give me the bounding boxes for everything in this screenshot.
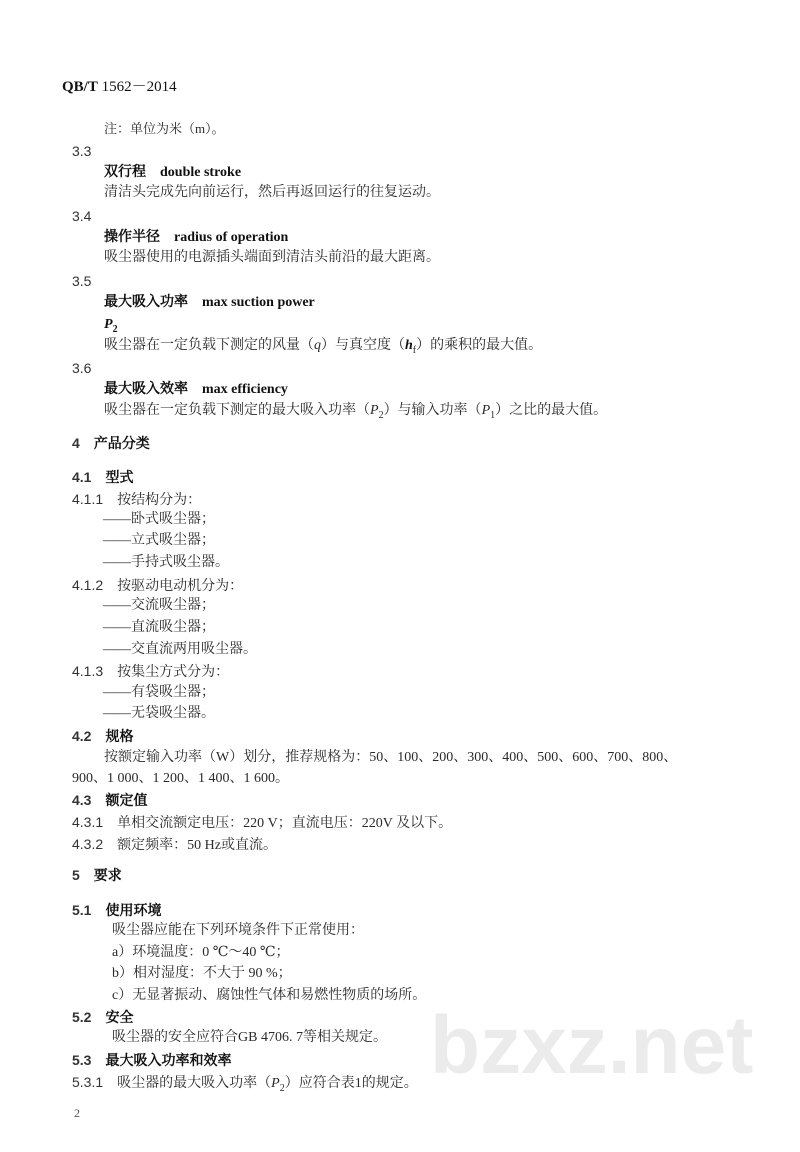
list-item: b）相对湿度：不大于 90 %； bbox=[112, 966, 292, 981]
symbol: $P_2$ bbox=[104, 317, 118, 335]
clause-number: 3.5 bbox=[72, 273, 92, 289]
paragraph: 按额定输入功率（W）划分，推荐规格为：50、100、200、300、400、500、600、700、800、 bbox=[104, 750, 678, 765]
note: 注：单位为米（m）。 bbox=[104, 121, 225, 136]
list-item: ——交直流两用吸尘器。 bbox=[103, 642, 257, 657]
list-item: ——立式吸尘器； bbox=[103, 533, 215, 548]
list-item: ——交流吸尘器； bbox=[103, 598, 215, 613]
clause-number: 3.4 bbox=[72, 208, 92, 224]
list-item: ——卧式吸尘器； bbox=[103, 512, 215, 527]
section-heading: 4.2 规格 bbox=[72, 728, 134, 745]
definition: 吸尘器在一定负载下测定的最大吸入功率$(P_2)$与输入功率$(P_1)$之比的最大值。 bbox=[104, 403, 608, 421]
page-number: 2 bbox=[74, 1106, 80, 1120]
term: 最大吸入功率 max suction power bbox=[104, 295, 315, 310]
list-item: ——有袋吸尘器； bbox=[103, 685, 215, 700]
section-heading: 5.1 使用环境 bbox=[72, 902, 162, 919]
section-heading: 4.3 额定值 bbox=[72, 792, 148, 809]
clause: 4.3.1 单相交流额定电压：220 V；直流电压：220V 及以下。 bbox=[72, 814, 453, 831]
clause-number: 3.6 bbox=[72, 360, 92, 376]
section-heading: 5.2 安全 bbox=[72, 1009, 134, 1026]
watermark: bzxz.net bbox=[430, 1000, 754, 1091]
definition: 清洁头完成先向前运行，然后再返回运行的往复运动。 bbox=[104, 185, 440, 200]
list-item: ——直流吸尘器； bbox=[103, 620, 215, 635]
list-item: ——无袋吸尘器。 bbox=[103, 706, 215, 721]
paragraph: 900、1 000、1 200、1 400、1 600。 bbox=[72, 771, 289, 786]
clause: 4.3.2 额定频率：50 Hz或直流。 bbox=[72, 836, 277, 853]
chapter-heading: 4 产品分类 bbox=[72, 435, 150, 452]
list-item: ——手持式吸尘器。 bbox=[103, 555, 229, 570]
clause-number: 3.3 bbox=[72, 143, 92, 159]
term: 最大吸入效率 max efficiency bbox=[104, 382, 288, 397]
section-heading: 5.3 最大吸入功率和效率 bbox=[72, 1052, 232, 1069]
list-item: c）无显著振动、腐蚀性气体和易燃性物质的场所。 bbox=[112, 988, 427, 1003]
section-heading: 4.1 型式 bbox=[72, 469, 134, 486]
paragraph: 吸尘器的安全应符合GB 4706. 7等相关规定。 bbox=[112, 1030, 387, 1045]
list-item: a）环境温度：0 ℃～40 ℃； bbox=[112, 945, 290, 960]
term: 操作半径 radius of operation bbox=[104, 230, 289, 245]
clause: 4.1.1 按结构分为： bbox=[72, 491, 202, 508]
clause: 4.1.2 按驱动电动机分为： bbox=[72, 577, 244, 594]
chapter-heading: 5 要求 bbox=[72, 867, 122, 884]
standard-code: QB/T 1562－2014 bbox=[62, 79, 177, 95]
definition: 吸尘器使用的电源插头端面到清洁头前沿的最大距离。 bbox=[104, 250, 440, 265]
definition: 吸尘器在一定负载下测定的风量（q）与真空度$(h_f)$的乘积的最大值。 bbox=[104, 338, 543, 356]
paragraph: 吸尘器应能在下列环境条件下正常使用： bbox=[112, 923, 364, 938]
term: 双行程 double stroke bbox=[104, 165, 242, 180]
clause: 5.3.1 吸尘器的最大吸入功率$(P_2)$应符合表1的规定。 bbox=[72, 1074, 418, 1094]
clause: 4.1.3 按集尘方式分为： bbox=[72, 663, 230, 680]
